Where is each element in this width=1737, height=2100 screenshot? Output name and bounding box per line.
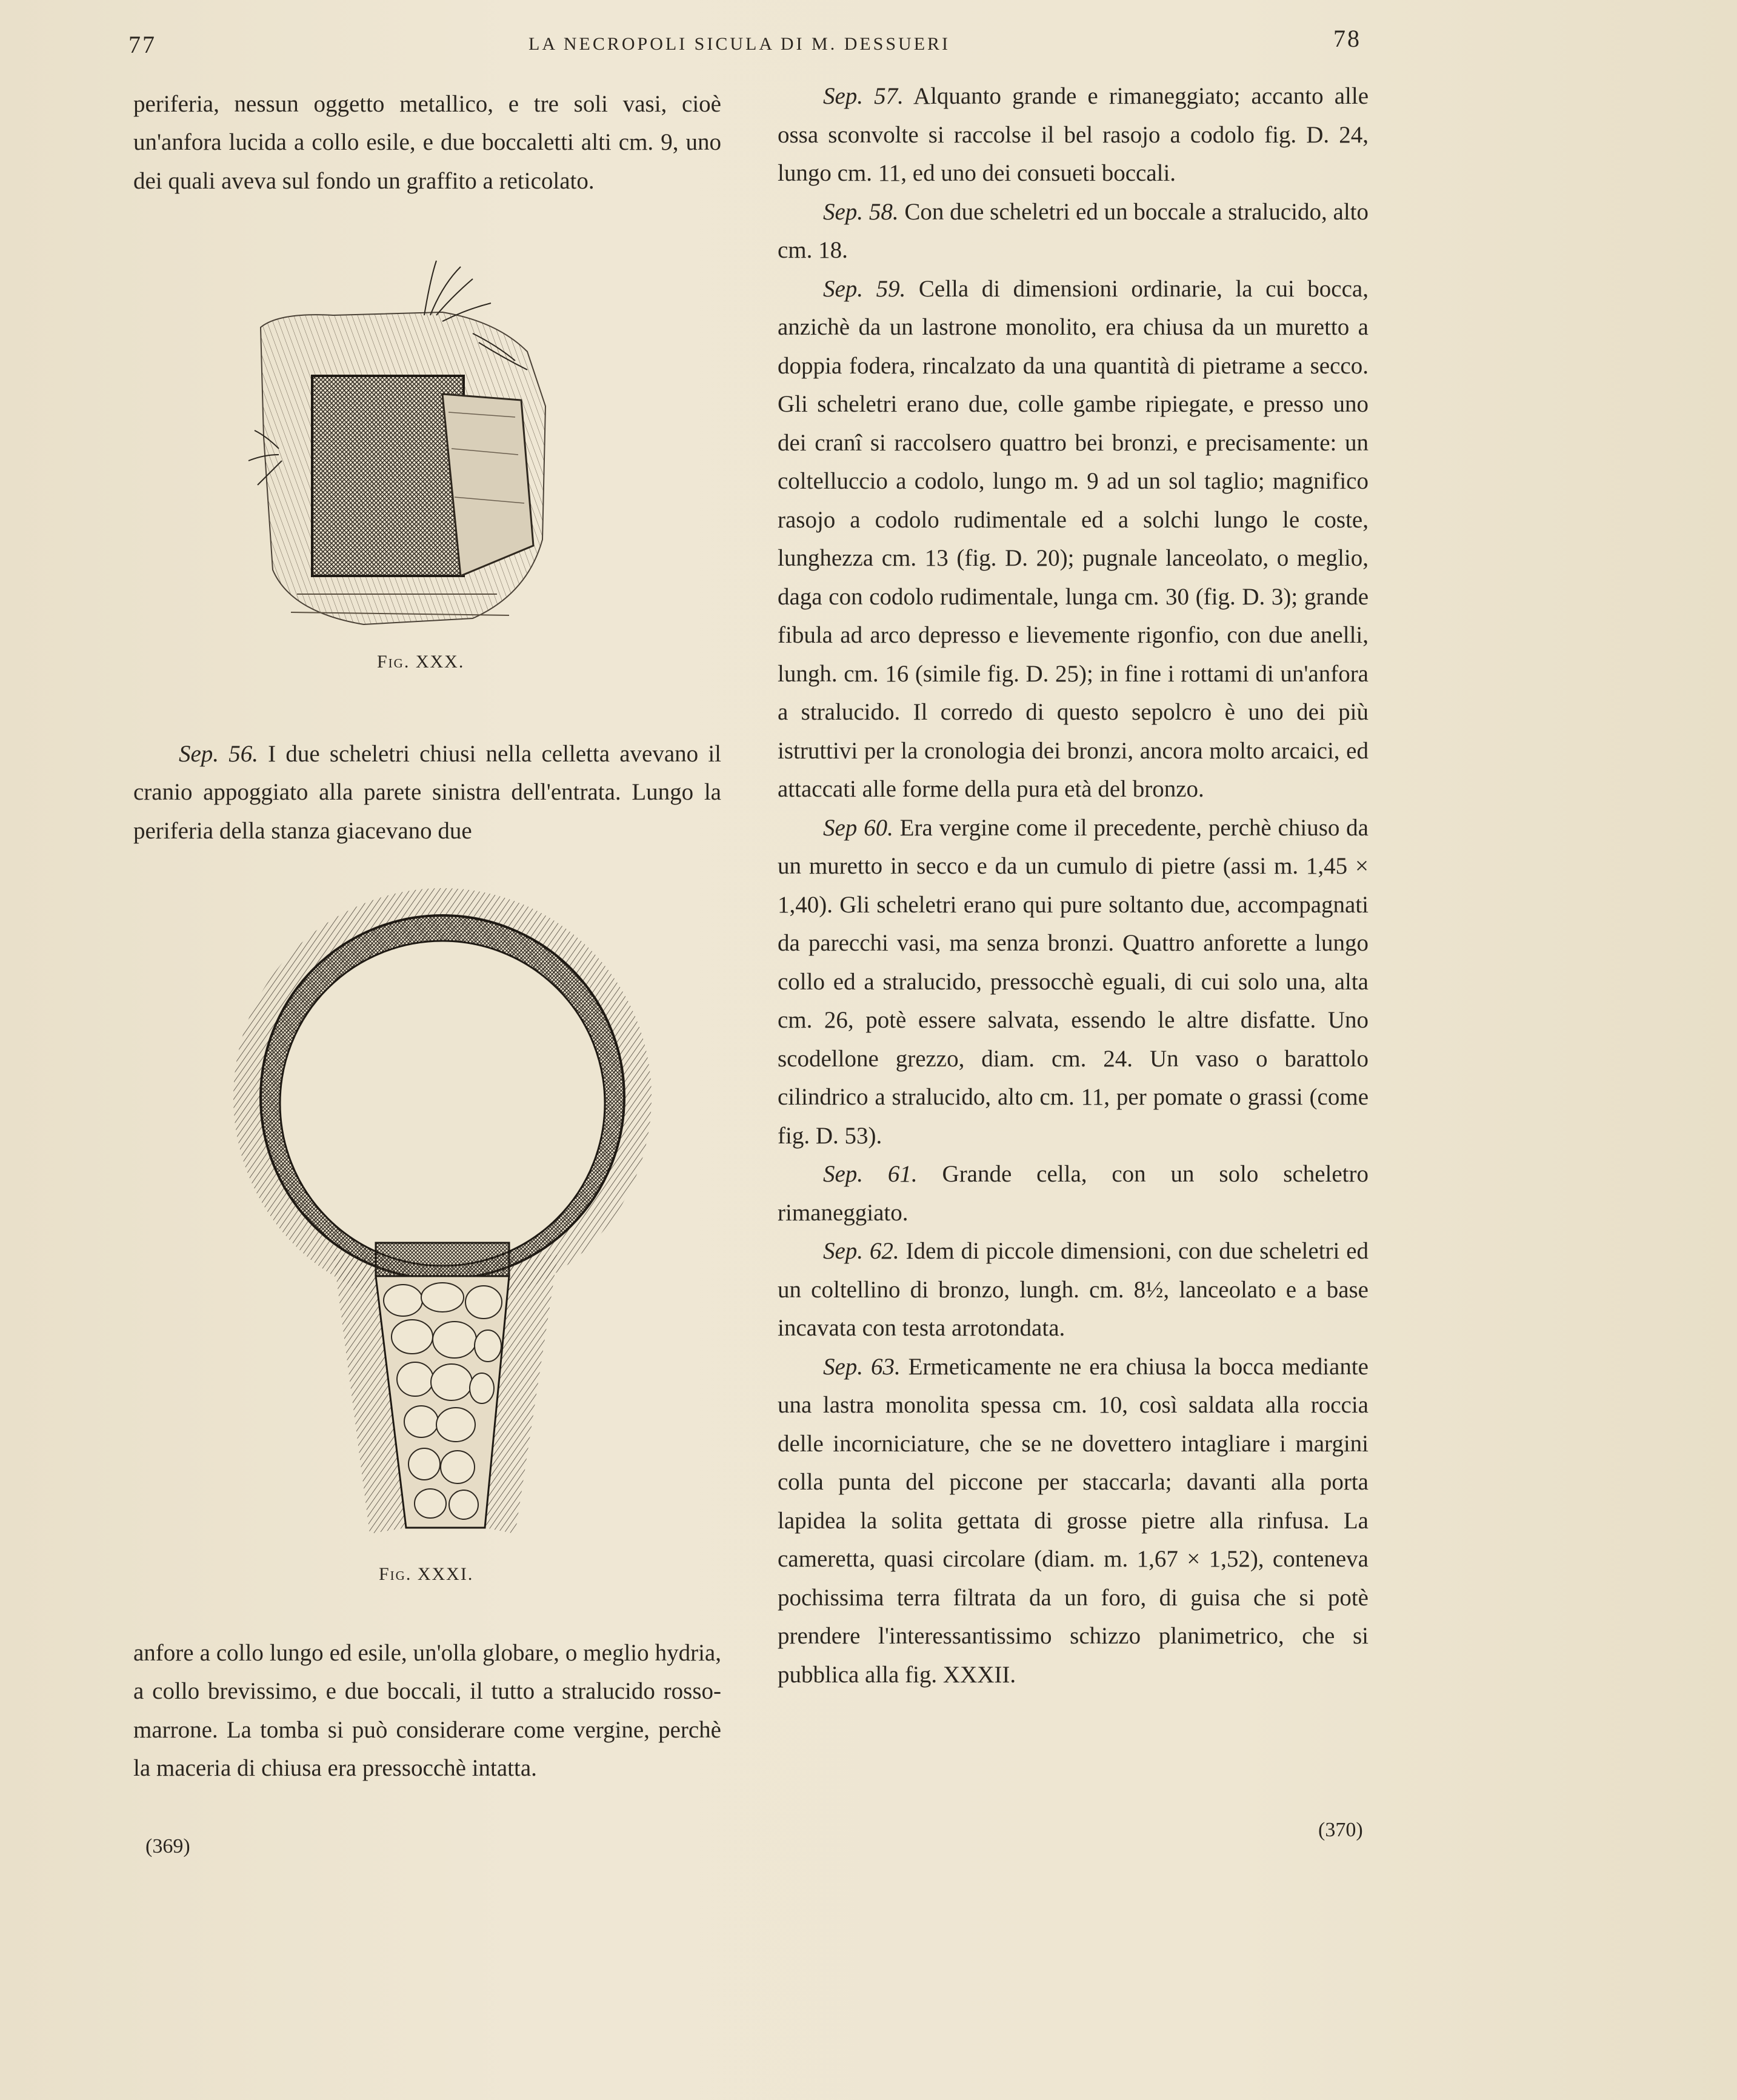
left-top-paragraph-block xyxy=(133,85,721,200)
left-mid-paragraph-block xyxy=(133,735,721,850)
sep-label: Sep. 63. xyxy=(823,1353,901,1380)
sep-label: Sep. 62. xyxy=(823,1238,899,1264)
left-top-paragraph: periferia, nessun oggetto metallico, e tre soli vasi, cioè un'anfora lucida a collo esile, e due boccaletti alti cm. 9, uno dei quali aveva sul fondo un graffito a reticolato. xyxy=(133,91,721,194)
sep-label: Sep. 59. xyxy=(823,275,906,302)
sep-text: Idem di piccole dimensioni, con due scheletri ed un coltellino di bronzo, lungh. cm. 8½, lanceolato e a base incavata con testa arrotondata. xyxy=(778,1238,1369,1341)
sep-label: Sep 60. xyxy=(823,814,893,841)
page-number-left-footer: (369) xyxy=(145,1835,190,1858)
page-number-right-footer: (370) xyxy=(1318,1819,1363,1841)
figure-xxxi-caption: Fig. XXXI. xyxy=(379,1564,474,1584)
left-bottom-paragraph-block xyxy=(133,1634,721,1788)
sep-label: Sep. 58. xyxy=(823,198,899,225)
sep-text: Ermeticamente ne era chiusa la bocca mediante una lastra monolita spessa cm. 10, così saldata alla roccia delle incorniciature, che se ne dovettero intagliare i margini colla punta del piccone per staccarla; davanti alla porta lapidea la solita gettata di grosse pietre alla rinfusa. La cameretta, quasi circolare (diam. m. 1,67 × 1,52), conteneva pochissima terra filtrata da un foro, di guisa che si potè prendere l'interessantissimo schizzo planimetrico, che si pubblica alla fig. XXXII. xyxy=(778,1353,1369,1688)
figure-xxxi-tomb-plan xyxy=(230,867,655,1546)
sep-59-paragraph xyxy=(778,270,1369,809)
figure-xxx-caption: Fig. XXX. xyxy=(377,652,465,672)
sep-text: Cella di dimensioni ordinarie, la cui bocca, anzichè da un lastrone monolito, era chiusa da un muretto a doppia fodera, rincalzato da una quantità di pietrame a secco. Gli scheletri erano due, colle gambe ripiegate, e presso uno dei cranî si raccolsero quattro bei bronzi, e precisamente: un coltelluccio a codolo, lungo m. 9 ad un sol taglio; magnifico rasojo a codolo rudimentale ed a solchi lungo le coste, lunghezza cm. 13 (fig. D. 20); pugnale lanceolato, o meglio, daga con codolo rudimentale, lunga cm. 30 (fig. D. 3); grande fibula ad arco depresso e lievemente rigonfio, con due anelli, lungh. cm. 16 (simile fig. D. 25); in fine i rottami di un'anfora a stralucido. Il corredo di questo sepolcro è uno dei più istruttivi per la cronologia dei bronzi, ancora molto arcaici, ed attaccati alle forme della pura età del bronzo. xyxy=(778,275,1369,802)
sep-label: Sep. 61. xyxy=(823,1161,918,1187)
sep-60-paragraph xyxy=(778,809,1369,1155)
sep-63-paragraph xyxy=(778,1348,1369,1694)
page-number-left-header: 77 xyxy=(128,31,156,58)
running-title: LA NECROPOLI SICULA DI M. DESSUERI xyxy=(528,34,951,54)
sep-57-paragraph xyxy=(778,77,1369,193)
sep-61-paragraph xyxy=(778,1155,1369,1232)
sep-text: Alquanto grande e rimaneggiato; accanto alle ossa sconvolte si raccolse il bel rasojo a codolo fig. D. 24, lungo cm. 11, ed uno dei consueti boccali. xyxy=(778,83,1369,186)
figure-xxx-tomb-entrance xyxy=(242,255,618,649)
sep-text: Con due scheletri ed un boccale a stralucido, alto cm. 18. xyxy=(778,198,1369,263)
sep-56-text: I due scheletri chiusi nella celletta avevano il cranio appoggiato alla parete sinistra dell'entrata. Lungo la periferia della stanza giacevano due xyxy=(133,741,722,844)
sep-label: Sep. 57. xyxy=(823,83,904,109)
sep-text: Grande cella, con un solo scheletro rimaneggiato. xyxy=(778,1161,1369,1226)
sep-text: Era vergine come il precedente, perchè chiuso da un muretto in secco e da un cumulo di pietre (assi m. 1,45 × 1,40). Gli scheletri erano qui pure soltanto due, accompagnati da parecchi vasi, ma senza bronzi. Quattro anforette a lungo collo ed a stralucido, pressocchè eguali, di cui solo una, alta cm. 26, potè essere salvata, essendo le altre disfatte. Uno scodellone grezzo, diam. cm. 24. Un vaso o barattolo cilindrico a stralucido, alto cm. 11, per pomate o grassi (come fig. D. 53). xyxy=(778,814,1369,1149)
sep-56-label: Sep. 56. xyxy=(179,741,258,767)
left-bottom-paragraph: anfore a collo lungo ed esile, un'olla globare, o meglio hydria, a collo brevissimo, e due boccali, il tutto a stralucido rosso-marrone. La tomba si può considerare come vergine, perchè la maceria di chiusa era pressocchè intatta. xyxy=(133,1640,721,1782)
right-column xyxy=(778,77,1369,1694)
sep-58-paragraph xyxy=(778,193,1369,270)
sep-62-paragraph xyxy=(778,1232,1369,1348)
page-number-right-header: 78 xyxy=(1333,25,1361,52)
